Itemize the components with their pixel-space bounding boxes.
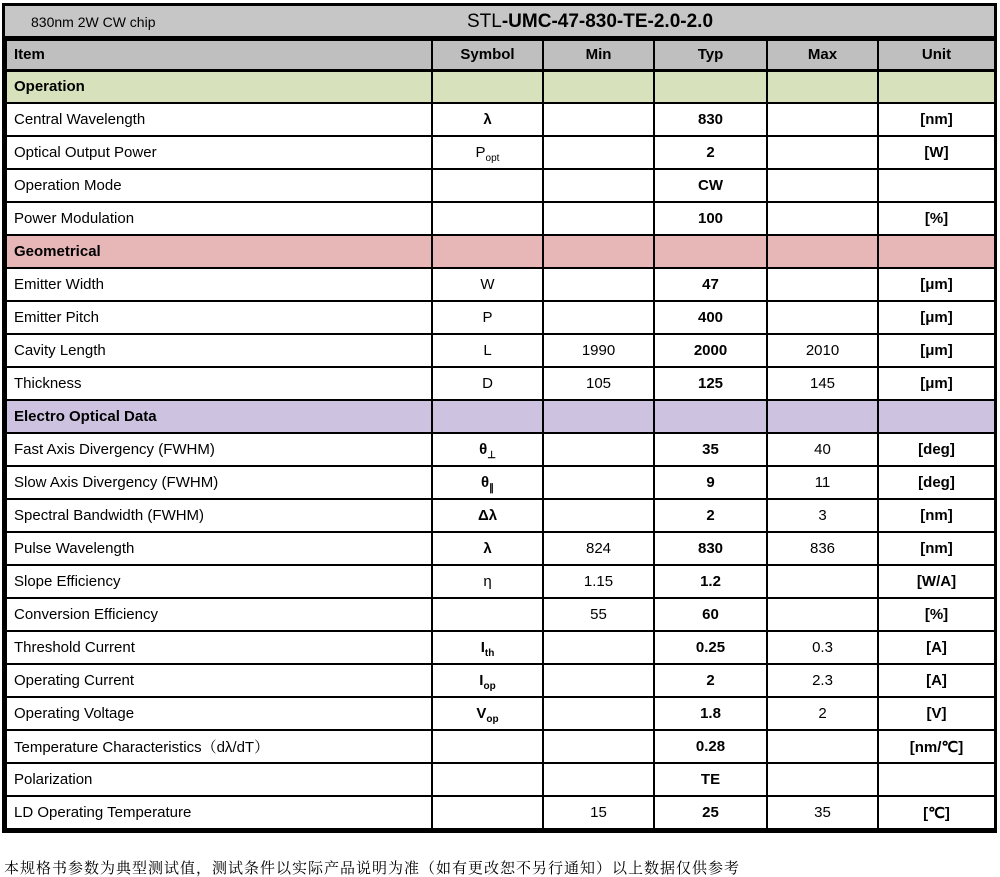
item-cell: LD Operating Temperature: [6, 796, 432, 829]
symbol-subscript: op: [486, 714, 499, 725]
item-cell: Polarization: [6, 763, 432, 796]
item-cell: Operating Voltage: [6, 697, 432, 730]
typ-cell: 9: [654, 466, 767, 499]
max-cell: [767, 565, 878, 598]
min-cell: [543, 301, 654, 334]
column-header-symbol: Symbol: [432, 40, 543, 70]
max-cell: 35: [767, 796, 878, 829]
min-cell: [543, 631, 654, 664]
unit-cell: [A]: [878, 631, 995, 664]
symbol-base: L: [483, 342, 492, 359]
max-cell: [767, 70, 878, 103]
unit-cell: [℃]: [878, 796, 995, 829]
column-header-unit: Unit: [878, 40, 995, 70]
max-cell: [767, 763, 878, 796]
table-row: [6, 598, 995, 631]
table-row: [6, 532, 995, 565]
chip-type-label: 830nm 2W CW chip: [31, 14, 156, 30]
symbol-cell: [432, 301, 543, 334]
min-cell: [543, 466, 654, 499]
unit-cell: [878, 763, 995, 796]
unit-cell: [nm/℃]: [878, 730, 995, 763]
unit-cell: [deg]: [878, 466, 995, 499]
table-row: [6, 334, 995, 367]
section-row: [6, 70, 995, 103]
symbol-cell: [432, 103, 543, 136]
unit-cell: [878, 400, 995, 433]
page-title-prefix: STL: [466, 11, 502, 32]
unit-cell: [nm]: [878, 532, 995, 565]
max-cell: [767, 730, 878, 763]
section-row: [6, 400, 995, 433]
table-row: [6, 763, 995, 796]
item-cell: Conversion Efficiency: [6, 598, 432, 631]
symbol-cell: [432, 532, 543, 565]
symbol-subscript: op: [483, 681, 496, 692]
table-row: [6, 730, 995, 763]
table-frame: [2, 3, 997, 833]
min-cell: [543, 103, 654, 136]
symbol-base: P: [482, 309, 493, 326]
symbol-cell: [432, 697, 543, 730]
unit-cell: [deg]: [878, 433, 995, 466]
symbol-subscript: th: [484, 648, 495, 659]
symbol-base: W: [480, 276, 495, 293]
max-cell: 2: [767, 697, 878, 730]
symbol-cell: [432, 334, 543, 367]
unit-cell: [μm]: [878, 367, 995, 400]
symbol-cell: [432, 763, 543, 796]
typ-cell: 125: [654, 367, 767, 400]
max-cell: 836: [767, 532, 878, 565]
item-cell: Slope Efficiency: [6, 565, 432, 598]
min-cell: 55: [543, 598, 654, 631]
unit-cell: [878, 235, 995, 268]
item-cell: Temperature Characteristics（dλ/dT）: [6, 730, 432, 763]
symbol-base: λ: [483, 540, 492, 557]
symbol-cell: [432, 565, 543, 598]
min-cell: 1990: [543, 334, 654, 367]
table-row: [6, 367, 995, 400]
max-cell: 2010: [767, 334, 878, 367]
min-cell: 1.15: [543, 565, 654, 598]
min-cell: [543, 136, 654, 169]
unit-cell: [μm]: [878, 334, 995, 367]
table-row: [6, 268, 995, 301]
item-cell: Central Wavelength: [6, 103, 432, 136]
min-cell: [543, 400, 654, 433]
table-row: [6, 301, 995, 334]
unit-cell: [V]: [878, 697, 995, 730]
symbol-cell: [432, 400, 543, 433]
typ-cell: 1.8: [654, 697, 767, 730]
item-cell: Optical Output Power: [6, 136, 432, 169]
column-header-min: Min: [543, 40, 654, 70]
max-cell: [767, 301, 878, 334]
table-row: [6, 433, 995, 466]
min-cell: [543, 202, 654, 235]
typ-cell: 830: [654, 103, 767, 136]
unit-cell: [nm]: [878, 103, 995, 136]
symbol-cell: [432, 235, 543, 268]
unit-cell: [μm]: [878, 301, 995, 334]
min-cell: 105: [543, 367, 654, 400]
column-header-max: Max: [767, 40, 878, 70]
symbol-cell: [432, 433, 543, 466]
spec-table: [5, 39, 996, 830]
table-row: [6, 499, 995, 532]
symbol-subscript: ∥: [489, 483, 495, 494]
typ-cell: [654, 235, 767, 268]
table-row: [6, 103, 995, 136]
column-header-typ: Typ: [654, 40, 767, 70]
table-row: [6, 631, 995, 664]
symbol-cell: [432, 796, 543, 829]
unit-cell: [μm]: [878, 268, 995, 301]
table-row: [6, 202, 995, 235]
symbol-base: Δλ: [477, 507, 498, 524]
symbol-cell: [432, 136, 543, 169]
symbol-cell: [432, 664, 543, 697]
symbol-cell: [432, 466, 543, 499]
typ-cell: 47: [654, 268, 767, 301]
unit-cell: [W]: [878, 136, 995, 169]
column-header-item: Item: [6, 40, 432, 70]
symbol-cell: [432, 70, 543, 103]
max-cell: 40: [767, 433, 878, 466]
max-cell: 11: [767, 466, 878, 499]
item-cell: Power Modulation: [6, 202, 432, 235]
symbol-base: V: [476, 705, 487, 722]
unit-cell: [W/A]: [878, 565, 995, 598]
min-cell: 824: [543, 532, 654, 565]
page-title: [467, 11, 713, 33]
typ-cell: CW: [654, 169, 767, 202]
typ-cell: 2: [654, 664, 767, 697]
min-cell: [543, 499, 654, 532]
symbol-subscript: ⊥: [487, 450, 496, 461]
typ-cell: 35: [654, 433, 767, 466]
table-row: [6, 796, 995, 829]
table-row: [6, 664, 995, 697]
table-row: [6, 466, 995, 499]
section-row: [6, 235, 995, 268]
symbol-base: I: [480, 639, 485, 656]
typ-cell: 100: [654, 202, 767, 235]
table-row: [6, 136, 995, 169]
item-cell: Pulse Wavelength: [6, 532, 432, 565]
item-cell: Emitter Width: [6, 268, 432, 301]
typ-cell: 2000: [654, 334, 767, 367]
min-cell: [543, 664, 654, 697]
item-cell: Fast Axis Divergency (FWHM): [6, 433, 432, 466]
item-cell: Spectral Bandwidth (FWHM): [6, 499, 432, 532]
item-cell: Thickness: [6, 367, 432, 400]
unit-cell: [878, 169, 995, 202]
header-row: [6, 40, 995, 70]
max-cell: [767, 169, 878, 202]
max-cell: 0.3: [767, 631, 878, 664]
symbol-cell: [432, 202, 543, 235]
clipped-footnote: [4, 860, 994, 877]
symbol-cell: [432, 598, 543, 631]
symbol-subscript: opt: [485, 153, 500, 164]
symbol-base: P: [475, 144, 486, 161]
min-cell: [543, 268, 654, 301]
item-cell: Operation Mode: [6, 169, 432, 202]
typ-cell: 0.28: [654, 730, 767, 763]
symbol-base: I: [479, 672, 484, 689]
item-cell: Operating Current: [6, 664, 432, 697]
symbol-base: θ: [479, 441, 488, 458]
table-body: [6, 70, 995, 829]
symbol-base: η: [483, 573, 492, 590]
min-cell: [543, 730, 654, 763]
max-cell: [767, 103, 878, 136]
symbol-base: θ: [480, 474, 490, 491]
typ-cell: 0.25: [654, 631, 767, 664]
page-title-model-number: -UMC-47-830-TE-2.0-2.0: [501, 11, 714, 32]
symbol-cell: [432, 499, 543, 532]
unit-cell: [A]: [878, 664, 995, 697]
item-cell: Cavity Length: [6, 334, 432, 367]
typ-cell: 60: [654, 598, 767, 631]
min-cell: [543, 70, 654, 103]
table-row: [6, 697, 995, 730]
max-cell: [767, 235, 878, 268]
symbol-base: λ: [483, 111, 492, 128]
max-cell: 2.3: [767, 664, 878, 697]
typ-cell: [654, 400, 767, 433]
clipped-footnote-text: 本规格书参数为典型测试值，测试条件以实际产品说明为准（如有更改恕不另行通知）以上数据仅供参考: [4, 860, 741, 877]
item-cell: Electro Optical Data: [6, 400, 432, 433]
symbol-cell: [432, 631, 543, 664]
symbol-base: D: [482, 375, 493, 392]
unit-cell: [nm]: [878, 499, 995, 532]
min-cell: 15: [543, 796, 654, 829]
table-row: [6, 565, 995, 598]
max-cell: [767, 400, 878, 433]
unit-cell: [%]: [878, 598, 995, 631]
table-row: [6, 169, 995, 202]
typ-cell: 2: [654, 136, 767, 169]
item-cell: Geometrical: [6, 235, 432, 268]
min-cell: [543, 169, 654, 202]
unit-cell: [%]: [878, 202, 995, 235]
symbol-cell: [432, 730, 543, 763]
symbol-cell: [432, 268, 543, 301]
max-cell: [767, 598, 878, 631]
typ-cell: 1.2: [654, 565, 767, 598]
min-cell: [543, 235, 654, 268]
symbol-cell: [432, 169, 543, 202]
item-cell: Slow Axis Divergency (FWHM): [6, 466, 432, 499]
max-cell: 145: [767, 367, 878, 400]
max-cell: [767, 136, 878, 169]
typ-cell: 400: [654, 301, 767, 334]
min-cell: [543, 763, 654, 796]
typ-cell: TE: [654, 763, 767, 796]
item-cell: Operation: [6, 70, 432, 103]
typ-cell: 830: [654, 532, 767, 565]
max-cell: [767, 268, 878, 301]
typ-cell: 2: [654, 499, 767, 532]
max-cell: 3: [767, 499, 878, 532]
max-cell: [767, 202, 878, 235]
typ-cell: 25: [654, 796, 767, 829]
item-cell: Threshold Current: [6, 631, 432, 664]
symbol-cell: [432, 367, 543, 400]
unit-cell: [878, 70, 995, 103]
typ-cell: [654, 70, 767, 103]
min-cell: [543, 433, 654, 466]
item-cell: Emitter Pitch: [6, 301, 432, 334]
min-cell: [543, 697, 654, 730]
title-bar: [5, 6, 994, 39]
